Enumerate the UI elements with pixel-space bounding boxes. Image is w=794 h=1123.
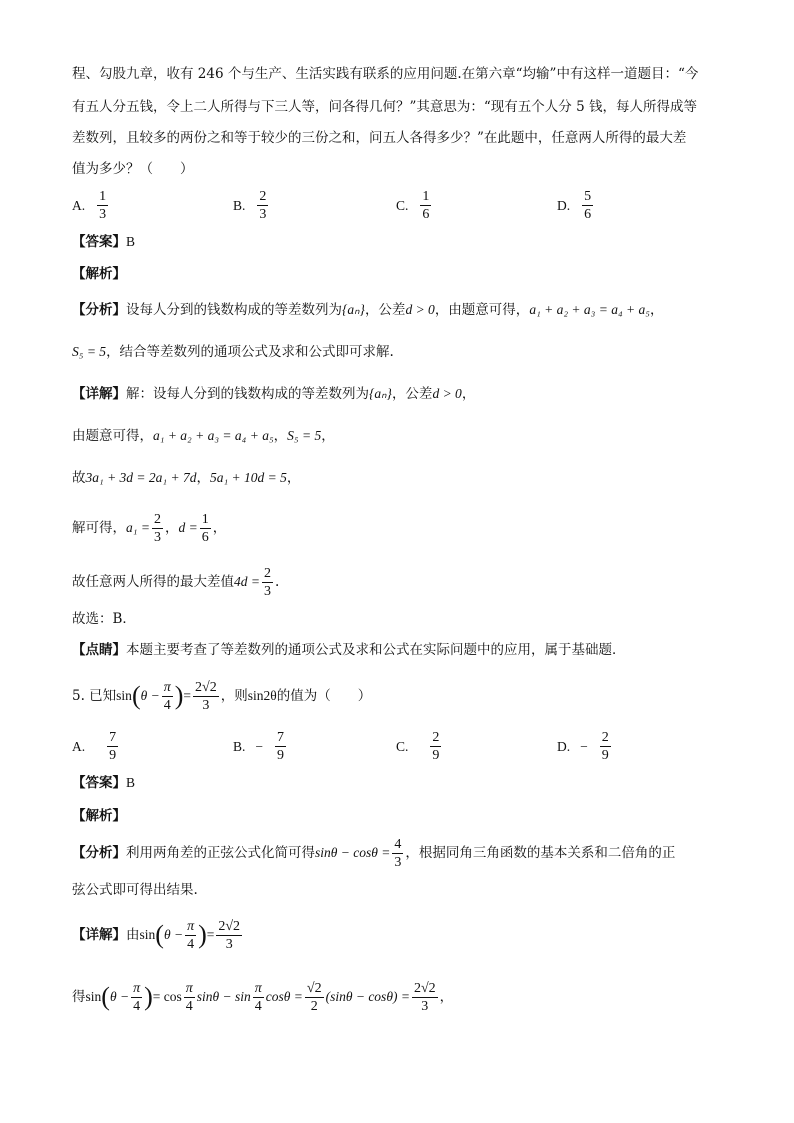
problem4-xiangjie-line2: 由题意可得，a₁ + a₂ + a₃ = a₄ + a₅，S₅ = 5， (72, 428, 335, 444)
problem5-option-c: C. $\frac{2}{9}$ (396, 730, 440, 763)
problem4-option-b (233, 189, 270, 222)
problem-number: 5. 已知 (72, 688, 117, 704)
problem4-option-c (396, 189, 433, 222)
problem4-xiangjie-line1: 【详解】解：设每人分到的钱数构成的等差数列为{aₙ}，公差d > 0， (72, 386, 476, 402)
answer-tag: 【答案】 (72, 234, 126, 250)
problem5-option-a: A. $\frac{7}{9}$ (72, 730, 117, 763)
problem5-stem: 5. 已知 sin ( θ − $\frac{\pi}{4}$ ) = $\frac{2√2}{3}$ ，则 sin2θ 的值为（ ） (72, 679, 372, 713)
problem5-xiangjie-line1: 【详解】 由 sin ( θ − $\frac{\pi}{4}$ ) = $\frac{2√2}{3}$ (72, 918, 241, 952)
xiangjie-tag: 【详解】 (72, 386, 126, 402)
option-fraction: $\frac{5}{6}$ (584, 189, 592, 222)
problem4-text-line2: 有五人分五钱，令上二人所得与下三人等，问各得几何？”其意思为：“现有五个人分 5 钱，每人所得成等 (72, 99, 697, 115)
problem4-answer (72, 232, 135, 252)
problem4-xiangjie-line3: 故3a₁ + 3d = 2a₁ + 7d，5a₁ + 10d = 5， (72, 470, 301, 486)
answer-value: B (126, 234, 136, 249)
problem4-option-d (557, 189, 595, 222)
sequence-expr: {aₙ} (342, 302, 365, 317)
problem4-option-a (72, 189, 110, 222)
dianjing-tag: 【点睛】 (72, 642, 126, 658)
option-letter: D. (557, 738, 571, 754)
option-letter: B. (233, 738, 246, 754)
fraction: $\frac{2}{3}$ (153, 511, 161, 545)
problem4-final-choice: 故选：B． (72, 611, 136, 627)
problem5-fenxi-line1: 【分析】 利用两角差的正弦公式化简可得 sinθ − cosθ = $\frac{4}{3}$ ，根据同角三角函数的基本关系和二倍角的正 (72, 836, 676, 870)
xiangjie-tag: 【详解】 (72, 927, 126, 943)
problem5-fenxi-line2: 弦公式即可得出结果. (72, 882, 198, 898)
option-fraction: $\frac{2}{3}$ (259, 189, 267, 222)
problem4-xiangjie-line5: 故任意两人所得的最大差值 4d = $\frac{2}{3}$ . (72, 565, 280, 599)
problem5-option-b: B. − $\frac{7}{9}$ (233, 730, 285, 763)
problem4-text-line4: 值为多少？（ ） (72, 161, 194, 177)
fraction: $\frac{1}{6}$ (201, 511, 209, 545)
problem5-option-d: D. − $\frac{2}{9}$ (557, 730, 609, 763)
answer-value: B (126, 775, 136, 790)
common-difference-expr: d > 0 (405, 302, 435, 317)
option-letter: D. (557, 197, 571, 213)
problem5-answer (72, 773, 135, 793)
option-fraction: $\frac{1}{3}$ (99, 189, 107, 222)
fenxi-tag: 【分析】 (72, 845, 126, 861)
problem4-analysis-tag: 【解析】 (72, 266, 126, 282)
option-fraction: $\frac{1}{6}$ (422, 189, 430, 222)
option-letter: C. (396, 738, 409, 754)
problem4-fenxi-line2: S₅ = 5，结合等差数列的通项公式及求和公式即可求解. (72, 344, 394, 360)
option-letter: B. (233, 197, 246, 213)
problem5-xiangjie-line2: 得 sin ( θ − $\frac{\pi}{4}$ ) = cos $\frac{\pi}{4}$ sinθ − sin $\frac{\pi}{4}$ cosθ = $\frac{√2}{2}$ (sinθ − cosθ) = $\frac{2√2}{3}$ ， (72, 980, 454, 1014)
problem4-fenxi-line1: 【分析】设每人分到的钱数构成的等差数列为{aₙ}，公差d > 0，由题意可得，a₁ + a₂ + a₃ = a₄ + a₅， (72, 302, 664, 318)
option-letter: C. (396, 197, 409, 213)
problem4-text-line1: 程、勾股九章，收有 246 个与生产、生活实践有联系的应用问题.在第六章“均输”中有这样一道题目：“今 (72, 66, 699, 82)
problem4-xiangjie-line4: 解可得， a₁ = $\frac{2}{3}$ ， d = $\frac{1}{6}$ ， (72, 511, 227, 545)
answer-tag: 【答案】 (72, 775, 126, 791)
problem4-dianjing: 【点睛】本题主要考查了等差数列的通项公式及求和公式在实际问题中的应用，属于基础题． (72, 642, 626, 658)
problem4-text-line3: 差数列，且较多的两份之和等于较少的三份之和，问五人各得多少？”在此题中，任意两人所得的最大差 (72, 130, 687, 146)
sum-equation: a₁ + a₂ + a₃ = a₄ + a₅ (529, 302, 650, 317)
option-letter: A. (72, 197, 86, 213)
fenxi-tag: 【分析】 (72, 302, 126, 318)
s5-equation: S₅ = 5 (72, 344, 107, 359)
problem5-analysis-tag: 【解析】 (72, 808, 126, 824)
fraction: $\frac{2}{3}$ (264, 565, 271, 599)
option-letter: A. (72, 738, 86, 754)
